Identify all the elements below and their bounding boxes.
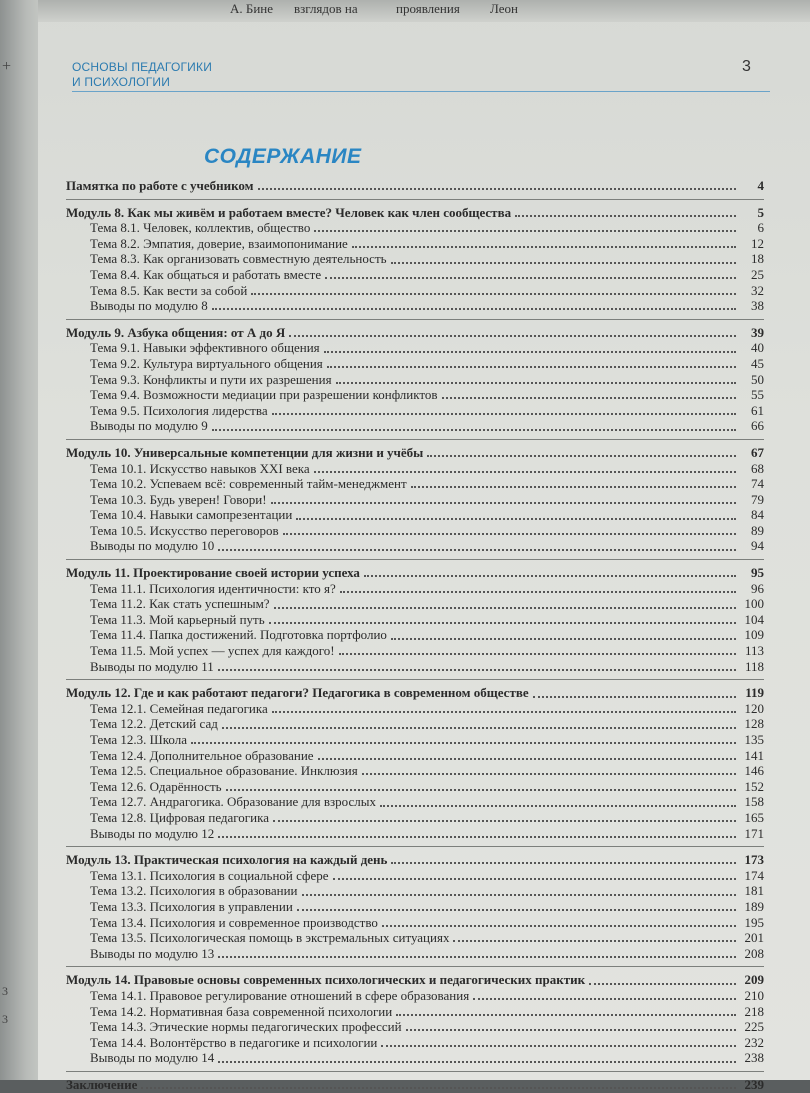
toc-entry-label: Тема 12.5. Специальное образование. Инклюзия xyxy=(90,763,358,779)
section-divider xyxy=(66,319,764,320)
toc-module-heading[interactable] xyxy=(66,565,764,581)
toc-topic-entry[interactable] xyxy=(66,988,764,1004)
toc-page-number: 119 xyxy=(745,685,764,701)
dot-leader xyxy=(271,501,736,504)
toc-module-heading[interactable] xyxy=(66,325,764,341)
toc-entry-label: Тема 9.5. Психология лидерства xyxy=(90,402,268,418)
toc-entry-label: Модуль 10. Универсальные компетенции для жизни и учёбы xyxy=(66,444,424,460)
toc-entry-label: Модуль 8. Как мы живём и работаем вместе? Человек как член сообщества xyxy=(66,204,512,220)
toc-entry-label: Памятка по работе с учебником xyxy=(66,178,254,193)
toc-entry-label: Тема 9.2. Культура виртуального общения xyxy=(90,355,323,371)
toc-page-number: 128 xyxy=(744,716,764,732)
toc-topic-entry[interactable] xyxy=(66,1004,764,1020)
toc-entry-label: Тема 11.5. Мой успех — успех для каждого! xyxy=(90,643,335,659)
toc-module-heading[interactable] xyxy=(66,852,764,868)
toc-entry-label: Тема 9.3. Конфликты и пути их разрешения xyxy=(90,371,332,387)
toc-page-number: 181 xyxy=(744,883,764,899)
toc-entry-label: Тема 12.3. Школа xyxy=(90,732,187,747)
toc-section xyxy=(66,1077,764,1093)
dot-leader xyxy=(327,365,736,368)
toc-page-number: 201 xyxy=(744,930,764,946)
toc-entry-label: Выводы по модулю 10 xyxy=(90,538,215,554)
toc-topic-entry[interactable] xyxy=(66,387,764,403)
dot-leader xyxy=(333,877,736,880)
toc-entry-label: Тема 12.4. Дополнительное образование xyxy=(90,747,314,763)
dot-leader xyxy=(318,757,736,760)
dot-leader xyxy=(380,804,736,807)
toc-topic-entry[interactable] xyxy=(66,596,764,612)
dot-leader xyxy=(364,574,736,577)
dot-leader xyxy=(218,835,736,838)
toc-page-number: 66 xyxy=(751,418,764,434)
toc-topic-entry[interactable] xyxy=(66,701,764,717)
toc-entry-label: Выводы по модулю 11 xyxy=(90,658,214,674)
toc-module-heading[interactable] xyxy=(66,972,764,988)
toc-module-heading[interactable] xyxy=(66,445,764,461)
toc-page-number: 135 xyxy=(744,732,764,747)
dot-leader xyxy=(274,606,736,609)
toc-entry-label: Тема 11.4. Папка достижений. Подготовка портфолио xyxy=(90,627,387,643)
toc-page-number: 84 xyxy=(751,507,764,523)
toc-entry-label: Тема 14.4. Волонтёрство в педагогике и психологии xyxy=(90,1034,378,1050)
dot-leader xyxy=(251,292,736,295)
toc-entry-label: Тема 12.8. Цифровая педагогика xyxy=(90,809,269,825)
toc-topic-entry[interactable] xyxy=(66,581,764,597)
toc-entry-label: Тема 13.3. Психология в управлении xyxy=(90,898,293,914)
toc-page-number: 6 xyxy=(757,220,764,236)
toc-page-number: 171 xyxy=(744,825,764,841)
dot-leader xyxy=(391,861,736,864)
toc-entry-label: Тема 13.4. Психология и современное производство xyxy=(90,914,378,930)
margin-number: 3 xyxy=(2,1012,8,1026)
toc-page-number: 61 xyxy=(751,402,764,418)
toc-entry-label: Тема 14.2. Нормативная база современной психологии xyxy=(90,1003,393,1019)
toc-topic-entry[interactable] xyxy=(66,763,764,779)
running-head-line: И ПСИХОЛОГИИ xyxy=(72,75,171,89)
toc-entry-label: Тема 10.4. Навыки самопрезентации xyxy=(90,507,293,523)
toc-page-number: 232 xyxy=(744,1034,764,1050)
dot-leader xyxy=(218,668,736,671)
toc-entry-label: Тема 11.2. Как стать успешным? xyxy=(90,596,270,612)
toc-entry-label: Модуль 14. Правовые основы современных психологических и педагогических практик xyxy=(66,972,586,988)
dot-leader xyxy=(411,485,736,488)
toc-topic-entry[interactable] xyxy=(66,492,764,508)
toc-topic-entry[interactable] xyxy=(66,476,764,492)
toc-topic-entry[interactable] xyxy=(66,946,764,962)
toc-page-number: 12 xyxy=(751,235,764,251)
section-divider xyxy=(66,439,764,440)
toc-topic-entry[interactable] xyxy=(66,930,764,946)
toc-topic-entry[interactable] xyxy=(66,283,764,299)
toc-topic-entry[interactable] xyxy=(66,915,764,931)
running-head xyxy=(72,60,212,90)
toc-entry-label: Тема 13.5. Психологическая помощь в экстремальных ситуациях xyxy=(90,930,450,946)
toc-entry-label: Тема 12.6. Одарённость xyxy=(90,778,222,794)
toc-page-number: 45 xyxy=(751,355,764,371)
toc-topic-entry[interactable] xyxy=(66,267,764,283)
toc-section xyxy=(66,205,764,314)
toc-page-number: 152 xyxy=(744,778,764,794)
dot-leader xyxy=(340,590,736,593)
dot-leader xyxy=(289,334,736,337)
toc-page-number: 94 xyxy=(751,538,764,554)
toc-section xyxy=(66,565,764,674)
toc-entry-label: Тема 14.3. Этические нормы педагогических профессий xyxy=(90,1019,402,1035)
toc-entry-label: Тема 8.3. Как организовать совместную деятельность xyxy=(90,251,387,267)
dot-leader xyxy=(442,396,736,399)
toc-page-number: 225 xyxy=(744,1019,764,1035)
dot-leader xyxy=(406,1028,736,1031)
toc-page-number: 173 xyxy=(744,852,764,868)
dot-leader xyxy=(339,652,736,655)
margin-number: 3 xyxy=(2,984,8,998)
toc-module-heading[interactable] xyxy=(66,205,764,221)
toc-page-number: 68 xyxy=(751,460,764,476)
toc-entry-label: Тема 11.1. Психология идентичности: кто я? xyxy=(90,580,336,596)
toc-module-heading[interactable] xyxy=(66,685,764,701)
toc-entry-label: Выводы по модулю 12 xyxy=(90,825,215,841)
toc-page-number: 113 xyxy=(744,643,764,659)
toc-entry-label: Тема 8.5. Как вести за собой xyxy=(90,282,248,298)
toc-topic-entry[interactable] xyxy=(66,612,764,628)
dot-leader xyxy=(381,1044,736,1047)
toc-topic-entry[interactable] xyxy=(66,1050,764,1066)
toc-page-number: 4 xyxy=(757,178,764,193)
dot-leader xyxy=(222,726,736,729)
strip-fragment: A. Бине xyxy=(230,1,274,16)
dot-leader xyxy=(218,955,736,958)
toc-topic-entry[interactable] xyxy=(66,236,764,252)
toc-module-heading[interactable] xyxy=(66,1077,764,1093)
dot-leader xyxy=(226,788,736,791)
page-number: 3 xyxy=(742,58,751,75)
toc-page-number: 25 xyxy=(751,266,764,282)
dot-leader xyxy=(362,772,736,775)
toc-entry-label: Заключение xyxy=(66,1076,138,1092)
toc-topic-entry[interactable] xyxy=(66,340,764,356)
dot-leader xyxy=(191,741,736,744)
toc-page-number: 67 xyxy=(751,444,764,460)
toc-entry-label: Тема 8.1. Человек, коллектив, общество xyxy=(90,220,311,236)
strip-fragment: Леон xyxy=(490,1,518,16)
toc-topic-entry[interactable] xyxy=(66,732,764,748)
dot-leader xyxy=(314,229,736,232)
toc-topic-entry[interactable] xyxy=(66,403,764,419)
toc-page-number: 74 xyxy=(751,476,764,492)
dot-leader xyxy=(473,997,736,1000)
toc-entry-label: Модуль 12. Где и как работают педагоги? Педагогика в современном обществе xyxy=(66,685,529,701)
dot-leader xyxy=(515,214,736,217)
table-of-contents xyxy=(66,178,764,1092)
toc-entry-label: Тема 12.1. Семейная педагогика xyxy=(90,700,268,716)
toc-page-number: 210 xyxy=(744,987,764,1003)
toc-entry-label: Тема 12.2. Детский сад xyxy=(90,716,218,732)
toc-page-number: 18 xyxy=(751,251,764,267)
toc-page-number: 165 xyxy=(744,809,764,825)
dot-leader xyxy=(533,695,736,698)
toc-entry-label: Модуль 13. Практическая психология на каждый день xyxy=(66,852,388,868)
section-divider xyxy=(66,199,764,200)
toc-topic-entry[interactable] xyxy=(66,899,764,915)
toc-page-number: 55 xyxy=(751,387,764,403)
dot-leader xyxy=(269,621,736,624)
toc-topic-entry[interactable] xyxy=(66,1019,764,1035)
dot-leader xyxy=(391,637,736,640)
toc-page-number: 195 xyxy=(744,914,764,930)
toc-topic-entry[interactable] xyxy=(66,643,764,659)
dot-leader xyxy=(296,517,736,520)
strip-fragment: взглядов на xyxy=(294,1,358,16)
toc-topic-entry[interactable] xyxy=(66,826,764,842)
dot-leader xyxy=(302,893,736,896)
section-divider xyxy=(66,846,764,847)
toc-topic-entry[interactable] xyxy=(66,748,764,764)
toc-section xyxy=(66,852,764,961)
toc-section xyxy=(66,685,764,841)
toc-entry-label: Тема 10.1. Искусство навыков XXI века xyxy=(90,460,310,476)
toc-page-number: 32 xyxy=(751,282,764,298)
section-divider xyxy=(66,679,764,680)
section-divider xyxy=(66,559,764,560)
toc-section xyxy=(66,178,764,194)
dot-leader xyxy=(212,307,736,310)
toc-entry-label: Тема 14.1. Правовое регулирование отношений в сфере образования xyxy=(90,987,470,1003)
margin-mark: + xyxy=(2,58,12,75)
running-head-line: ОСНОВЫ ПЕДАГОГИКИ xyxy=(72,60,213,74)
toc-entry-label: Тема 12.7. Андрагогика. Образование для взрослых xyxy=(90,794,376,810)
toc-entry-label: Выводы по модулю 8 xyxy=(90,298,208,314)
dot-leader xyxy=(352,245,736,248)
toc-topic-entry[interactable] xyxy=(66,507,764,523)
toc-entry-label: Тема 9.1. Навыки эффективного общения xyxy=(90,340,320,356)
toc-page-number: 40 xyxy=(751,340,764,356)
toc-topic-entry[interactable] xyxy=(66,461,764,477)
dot-leader xyxy=(453,939,736,942)
dot-leader xyxy=(336,381,736,384)
toc-topic-entry[interactable] xyxy=(66,779,764,795)
toc-page-number: 208 xyxy=(744,945,764,961)
toc-page-number: 96 xyxy=(751,580,764,596)
toc-topic-entry[interactable] xyxy=(66,1035,764,1051)
dot-leader xyxy=(272,710,736,713)
toc-page-number: 109 xyxy=(744,627,764,643)
toc-topic-entry[interactable] xyxy=(66,220,764,236)
toc-entry-label: Тема 13.1. Психология в социальной сфере xyxy=(90,867,329,883)
dot-leader xyxy=(273,819,736,822)
toc-topic-entry[interactable] xyxy=(66,538,764,554)
strip-fragment: проявления xyxy=(396,1,460,16)
toc-page-number: 38 xyxy=(751,298,764,314)
toc-entry-label: Выводы по модулю 13 xyxy=(90,945,215,961)
toc-page-number: 104 xyxy=(744,611,764,627)
dot-leader xyxy=(382,924,736,927)
toc-entry-label: Модуль 11. Проектирование своей истории успеха xyxy=(66,565,360,581)
toc-page-number: 218 xyxy=(744,1003,764,1019)
toc-module-heading[interactable] xyxy=(66,178,764,194)
dot-leader xyxy=(324,350,736,353)
toc-page-number: 141 xyxy=(744,747,764,763)
toc-page-number: 158 xyxy=(744,794,764,810)
dot-leader xyxy=(314,470,736,473)
toc-page-number: 118 xyxy=(744,658,764,674)
toc-topic-entry[interactable] xyxy=(66,794,764,810)
toc-page-number: 239 xyxy=(744,1076,764,1092)
dot-leader xyxy=(218,548,736,551)
dot-leader xyxy=(391,261,736,264)
toc-entry-label: Тема 8.2. Эмпатия, доверие, взаимопонимание xyxy=(90,235,348,251)
dot-leader xyxy=(218,1060,736,1063)
toc-page-number: 100 xyxy=(744,596,764,612)
dot-leader xyxy=(258,187,737,190)
toc-entry-label: Тема 9.4. Возможности медиации при разрешении конфликтов xyxy=(90,387,438,403)
dot-leader xyxy=(297,908,736,911)
dot-leader xyxy=(283,532,736,535)
toc-topic-entry[interactable] xyxy=(66,298,764,314)
toc-entry-label: Модуль 9. Азбука общения: от А до Я xyxy=(66,324,286,340)
section-divider xyxy=(66,1071,764,1072)
toc-page-number: 174 xyxy=(744,867,764,883)
previous-page-strip xyxy=(38,0,810,22)
toc-topic-entry[interactable] xyxy=(66,627,764,643)
toc-page-number: 89 xyxy=(751,522,764,538)
toc-topic-entry[interactable] xyxy=(66,659,764,675)
toc-page-number: 95 xyxy=(751,565,764,581)
toc-page-number: 209 xyxy=(744,972,764,988)
toc-section xyxy=(66,445,764,554)
toc-entry-label: Выводы по модулю 9 xyxy=(90,418,208,434)
toc-page-number: 146 xyxy=(744,763,764,779)
toc-entry-label: Тема 10.5. Искусство переговоров xyxy=(90,522,279,538)
toc-entry-label: Выводы по модулю 14 xyxy=(90,1050,215,1066)
toc-topic-entry[interactable] xyxy=(66,523,764,539)
toc-topic-entry[interactable] xyxy=(66,810,764,826)
toc-topic-entry[interactable] xyxy=(66,418,764,434)
toc-page-number: 39 xyxy=(751,324,764,340)
dot-leader xyxy=(427,454,736,457)
dot-leader xyxy=(141,1086,736,1089)
toc-entry-label: Тема 11.3. Мой карьерный путь xyxy=(90,611,265,627)
toc-section xyxy=(66,972,764,1066)
dot-leader xyxy=(589,982,736,985)
toc-topic-entry[interactable] xyxy=(66,372,764,388)
dot-leader xyxy=(212,428,736,431)
toc-title: СОДЕРЖАНИЕ xyxy=(204,145,362,168)
dot-leader xyxy=(325,276,736,279)
toc-page-number: 189 xyxy=(744,898,764,914)
header-rule xyxy=(72,91,770,92)
toc-entry-label: Тема 10.2. Успеваем всё: современный тайм-менеджмент xyxy=(90,476,407,492)
toc-page-number: 238 xyxy=(744,1050,764,1066)
dot-leader xyxy=(272,412,736,415)
dot-leader xyxy=(396,1013,736,1016)
toc-entry-label: Тема 10.3. Будь уверен! Говори! xyxy=(90,491,267,507)
toc-page-number: 79 xyxy=(751,491,764,507)
toc-topic-entry[interactable] xyxy=(66,716,764,732)
toc-page-number: 5 xyxy=(757,204,764,220)
toc-topic-entry[interactable] xyxy=(66,356,764,372)
toc-topic-entry[interactable] xyxy=(66,883,764,899)
toc-section xyxy=(66,325,764,434)
toc-page-number: 50 xyxy=(751,371,764,387)
toc-page-number: 120 xyxy=(744,700,764,716)
toc-entry-label: Тема 8.4. Как общаться и работать вместе xyxy=(90,266,322,282)
toc-entry-label: Тема 13.2. Психология в образовании xyxy=(90,883,298,899)
toc-topic-entry[interactable] xyxy=(66,868,764,884)
toc-topic-entry[interactable] xyxy=(66,251,764,267)
section-divider xyxy=(66,966,764,967)
